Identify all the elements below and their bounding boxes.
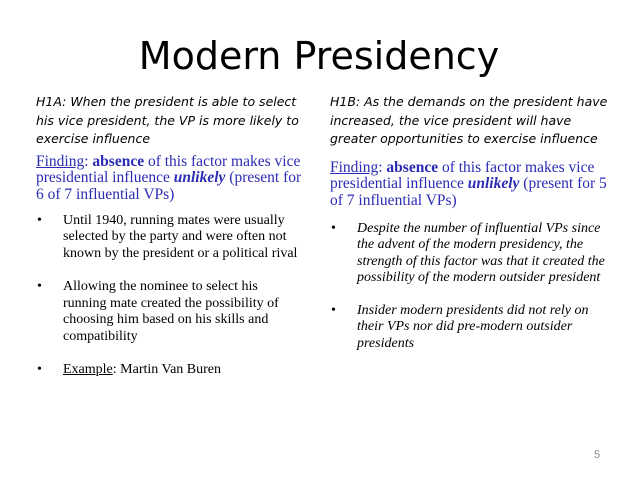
finding-unlikely: unlikely — [173, 169, 226, 187]
bullet-icon: • — [37, 279, 42, 295]
list-item — [330, 303, 612, 353]
bullet-icon: • — [331, 302, 336, 318]
finding-end: (present for 6 of 7 influential VPs) — [36, 169, 302, 204]
hypothesis-h1b: H1B: As the demands on the president have increased, the vice president will have greater opportunities to exercise influence — [330, 94, 608, 146]
finding-absence: absence — [92, 152, 145, 170]
bullet-icon: • — [331, 220, 336, 236]
bullet-text: Insider modern presidents did not rely on their VPs nor did pre-modern outsider presidents — [357, 302, 589, 351]
list-item — [36, 213, 304, 263]
finding-absence: absence — [386, 158, 439, 176]
finding-unlikely: unlikely — [467, 175, 520, 193]
finding-colon: : — [84, 152, 89, 170]
finding-colon: : — [378, 158, 383, 176]
example-label: Example — [63, 362, 113, 378]
right-column — [330, 93, 612, 352]
left-bullet-list — [36, 213, 304, 379]
slide-title: Modern Presidency — [138, 34, 500, 78]
bullet-text: Allowing the nominee to select his running mate created the possibility of choosing him based on his skills and compatibility — [63, 279, 279, 344]
bullet-icon: • — [37, 212, 42, 228]
finding-end: (present for 5 of 7 influential VPs) — [330, 175, 607, 210]
hypothesis-h1a: H1A: When the president is able to select his vice president, the VP is more likely to exercise influence — [36, 94, 299, 146]
finding-right — [330, 160, 612, 210]
finding-label: Finding — [330, 158, 379, 176]
finding-label: Finding — [36, 152, 85, 170]
list-item — [330, 221, 612, 287]
bullet-icon: • — [37, 362, 42, 378]
finding-middle: of this factor makes vice presidential influence — [330, 158, 595, 193]
bullet-text: : Martin Van Buren — [112, 362, 221, 378]
right-bullet-list — [330, 221, 612, 353]
bullet-text: Despite the number of influential VPs since the advent of the modern presidency, the strength of this factor was that it created the possibility of the modern outsider president — [357, 220, 605, 286]
list-item — [36, 279, 304, 345]
bullet-text: Until 1940, running mates were usually selected by the party and were often not known by the president or a political rival — [63, 212, 298, 261]
page-number: 5 — [594, 449, 601, 461]
list-item — [36, 362, 304, 379]
finding-middle: of this factor makes vice presidential influence — [36, 152, 301, 187]
finding-left — [36, 154, 304, 204]
left-column — [36, 93, 304, 379]
